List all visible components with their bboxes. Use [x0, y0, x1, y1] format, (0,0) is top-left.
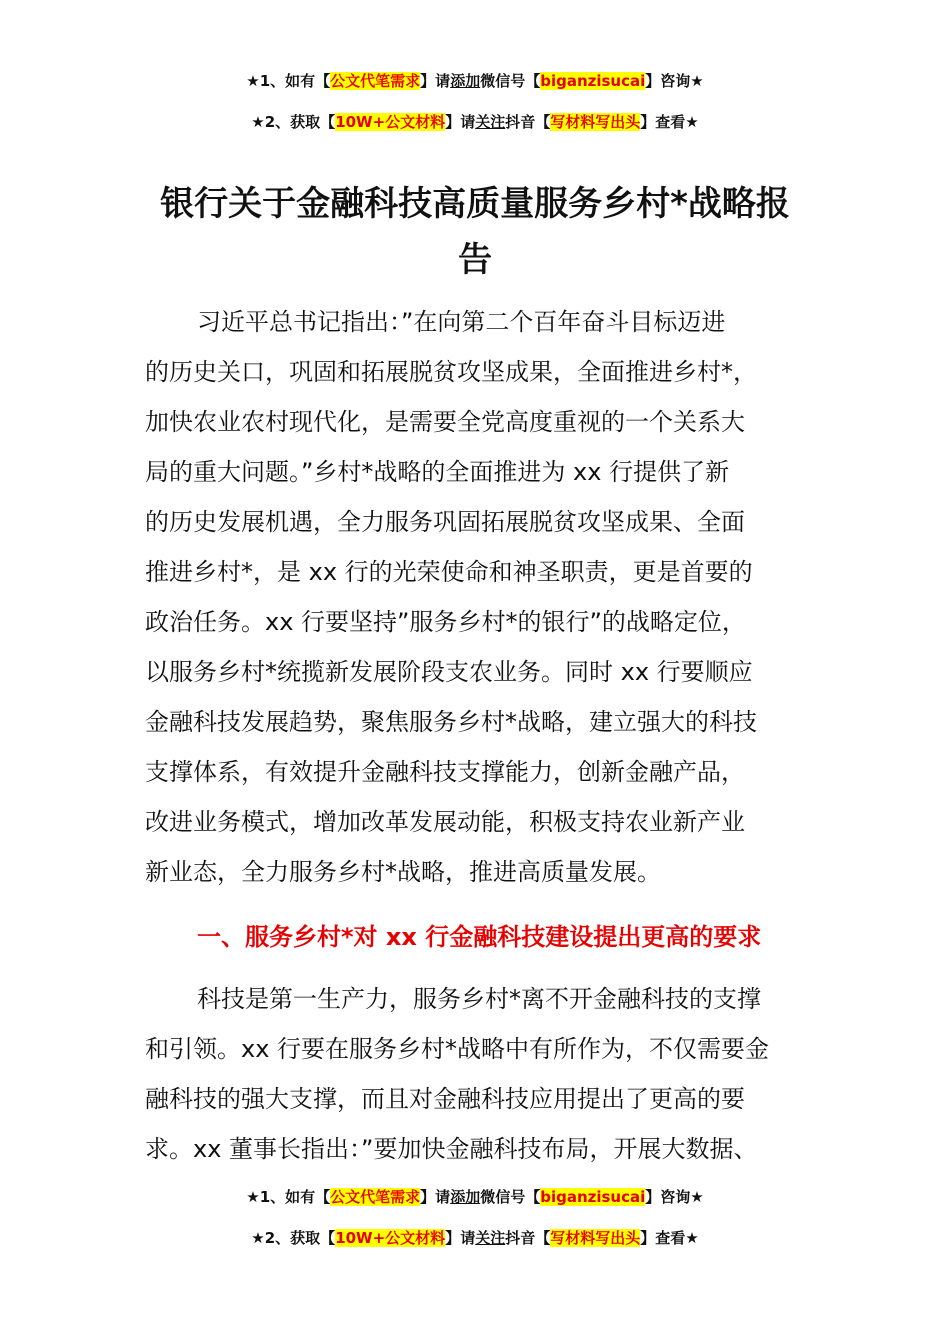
- promo-text: 】咨询★: [645, 72, 704, 90]
- paragraph-line: 求。xx 董事长指出：”要加快金融科技布局，开展大数据、: [145, 1135, 758, 1163]
- paragraph-line: 改进业务模式，增加改革发展动能，积极支持农业新产业: [145, 808, 745, 836]
- promo-underline: 关注: [475, 1229, 506, 1247]
- promo-douyin-id: 写材料写出头: [550, 113, 641, 131]
- promo-douyin-id: 写材料写出头: [550, 1229, 641, 1247]
- promo-text: 】请: [420, 72, 451, 90]
- promo-text: 】查看★: [640, 1229, 699, 1247]
- paragraph-line: 新业态，全力服务乡村*战略，推进高质量发展。: [145, 858, 661, 886]
- promo-highlight: 10W+公文材料: [335, 1229, 446, 1247]
- promo-text: 微信号【: [480, 72, 541, 90]
- promo-line-bottom-2: [0, 1227, 950, 1249]
- promo-line-top-2: [0, 111, 950, 133]
- promo-highlight: 公文代笔需求: [330, 72, 421, 90]
- promo-wechat-id: biganzisucai: [540, 72, 646, 90]
- title-line-1: 银行关于金融科技高质量服务乡村*战略报: [160, 184, 790, 224]
- promo-text: 微信号【: [480, 1188, 541, 1206]
- section-heading-1: 一、服务乡村*对 xx 行金融科技建设提出更高的要求: [197, 923, 762, 951]
- promo-text: ★2、获取【: [251, 1229, 336, 1247]
- paragraph-line: 和引领。xx 行要在服务乡村*战略中有所作为，不仅需要金: [145, 1035, 770, 1063]
- title-line-2: 告: [458, 240, 492, 280]
- paragraph-1: [145, 297, 815, 897]
- promo-text: 】咨询★: [645, 1188, 704, 1206]
- paragraph-line: 局的重大问题。”乡村*战略的全面推进为 xx 行提供了新: [145, 458, 730, 486]
- paragraph-line: 政治任务。xx 行要坚持”服务乡村*的银行”的战略定位，: [145, 608, 746, 636]
- paragraph-line: 融科技的强大支撑，而且对金融科技应用提出了更高的要: [145, 1085, 745, 1113]
- promo-underline: 关注: [475, 113, 506, 131]
- promo-text: ★1、如有【: [246, 1188, 331, 1206]
- paragraph-line: 的历史发展机遇，全力服务巩固拓展脱贫攻坚成果、全面: [145, 508, 745, 536]
- paragraph-line: 推进乡村*，是 xx 行的光荣使命和神圣职责，更是首要的: [145, 558, 753, 586]
- promo-line-bottom-1: [0, 1186, 950, 1208]
- paragraph-line: 金融科技发展趋势，聚焦服务乡村*战略，建立强大的科技: [145, 708, 757, 736]
- paragraph-line: 习近平总书记指出：”在向第二个百年奋斗目标迈进: [197, 308, 726, 336]
- paragraph-line: 以服务乡村*统揽新发展阶段支农业务。同时 xx 行要顺应: [145, 658, 753, 686]
- promo-text: ★1、如有【: [246, 72, 331, 90]
- paragraph-line: 的历史关口，巩固和拓展脱贫攻坚成果，全面推进乡村*，: [145, 358, 757, 386]
- paragraph-line: 支撑体系，有效提升金融科技支撑能力，创新金融产品，: [145, 758, 745, 786]
- paragraph-2: [145, 974, 815, 1174]
- promo-text: 抖音【: [505, 113, 551, 131]
- promo-highlight: 10W+公文材料: [335, 113, 446, 131]
- promo-underline: 添加: [450, 72, 481, 90]
- promo-text: 】查看★: [640, 113, 699, 131]
- paragraph-line: 加快农业农村现代化，是需要全党高度重视的一个关系大: [145, 408, 745, 436]
- promo-underline: 添加: [450, 1188, 481, 1206]
- promo-text: 抖音【: [505, 1229, 551, 1247]
- promo-text: 】请: [445, 1229, 476, 1247]
- promo-highlight: 公文代笔需求: [330, 1188, 421, 1206]
- promo-text: 】请: [445, 113, 476, 131]
- promo-line-top-1: [0, 70, 950, 92]
- promo-wechat-id: biganzisucai: [540, 1188, 646, 1206]
- paragraph-line: 科技是第一生产力，服务乡村*离不开金融科技的支撑: [197, 985, 761, 1013]
- promo-text: ★2、获取【: [251, 113, 336, 131]
- promo-text: 】请: [420, 1188, 451, 1206]
- document-title: [145, 176, 805, 288]
